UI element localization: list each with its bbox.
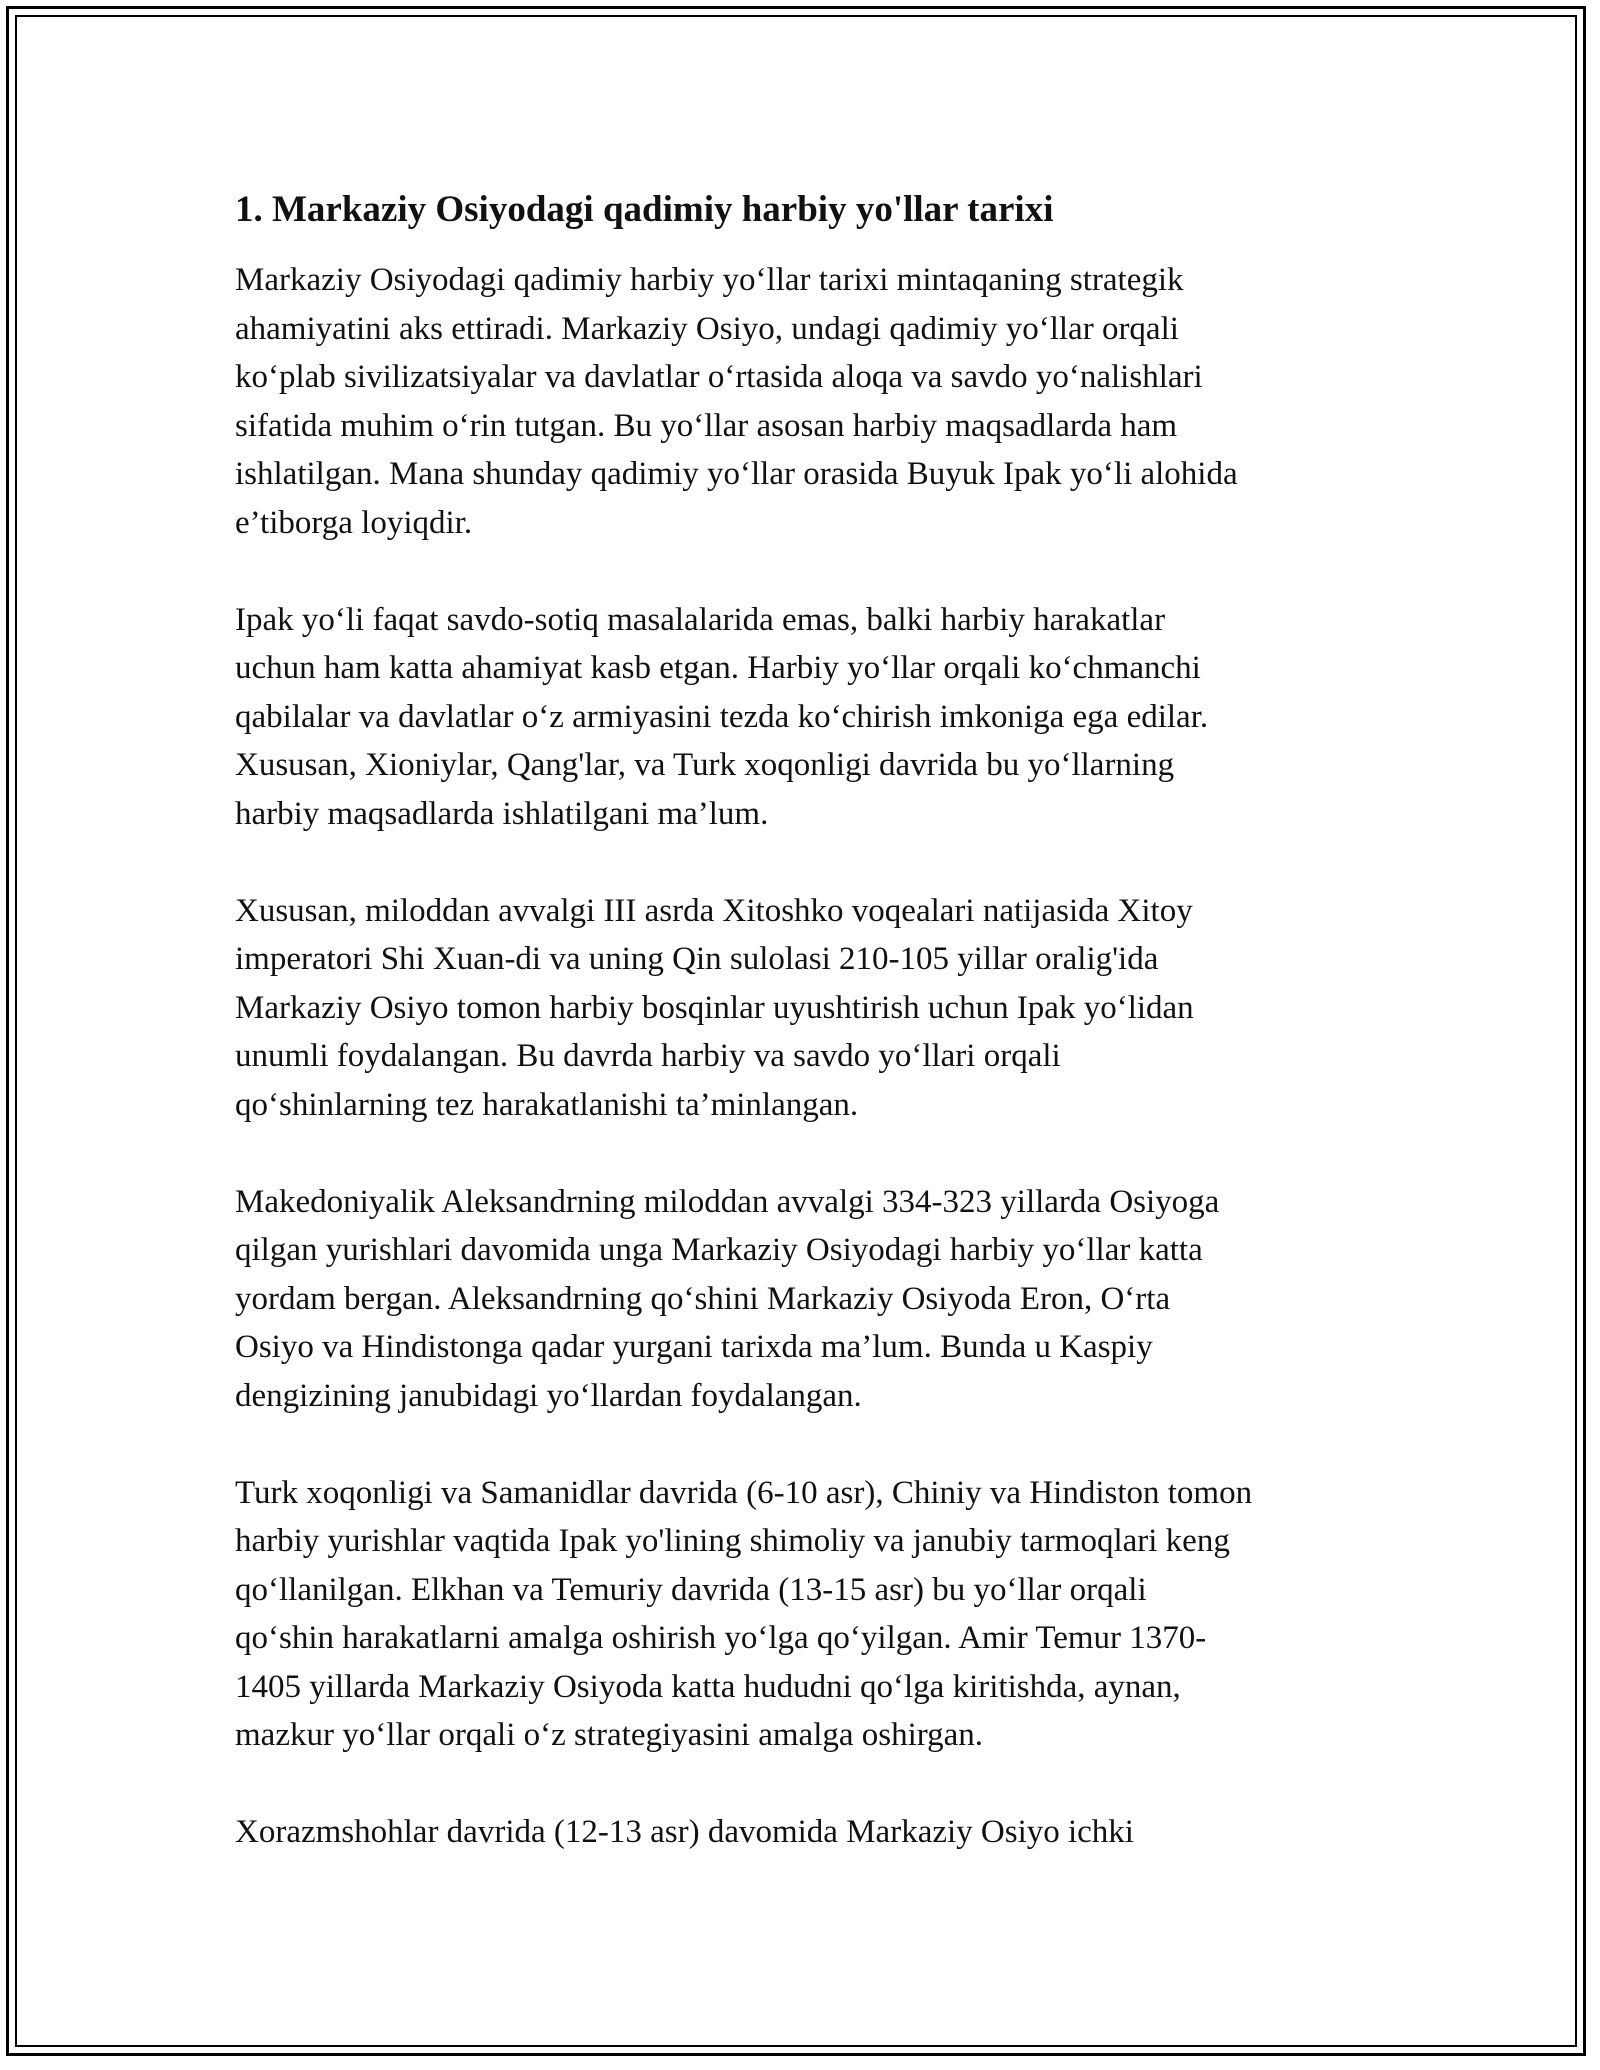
paragraph [235,887,1395,1130]
paragraph-line: qo‘shinlarning tez harakatlanishi ta’minlangan. [235,1086,859,1123]
paragraph [235,1808,1395,1857]
paragraph-line: Markaziy Osiyo tomon harbiy bosqinlar uyushtirish uchun Ipak yo‘lidan [235,989,1194,1026]
document-body [235,186,1395,1905]
paragraph-line: ko‘plab sivilizatsiyalar va davlatlar o‘rtasida aloqa va savdo yo‘nalishlari [235,359,1203,395]
paragraph-line: qilgan yurishlari davomida unga Markaziy Osiyodagi harbiy yo‘llar katta [235,1232,1203,1268]
paragraph-line: Xorazmshohlar davrida (12-13 asr) davomida Markaziy Osiyo ichki [235,1814,1134,1850]
paragraph-line: Makedoniyalik Aleksandrning miloddan avvalgi 334-323 yillarda Osiyoga [235,1183,1220,1220]
paragraph-line: 1405 yillarda Markaziy Osiyoda katta hududni qo‘lga kiritishda, aynan, [235,1668,1181,1705]
paragraph [235,256,1395,547]
paragraph-line: imperatori Shi Xuan-di va uning Qin sulolasi 210-105 yillar oralig'ida [235,941,1159,977]
paragraph [235,1469,1395,1760]
paragraph-line: e’tiborga loyiqdir. [235,504,473,541]
paragraph-line: dengizining janubidagi yo‘llardan foydalangan. [235,1377,862,1414]
paragraph-line: Turk xoqonligi va Samanidlar davrida (6-10 asr), Chiniy va Hindiston tomon [235,1474,1253,1511]
paragraph-line: qabilalar va davlatlar o‘z armiyasini tezda ko‘chirish imkoniga ega edilar. [235,698,1209,735]
paragraph-line: qo‘llanilgan. Elkhan va Temuriy davrida (13-15 asr) bu yo‘llar orqali [235,1571,1147,1608]
section-heading: 1. Markaziy Osiyodagi qadimiy harbiy yo'llar tarixi [235,189,1054,230]
paragraph-line: uchun ham katta ahamiyat kasb etgan. Harbiy yo‘llar orqali ko‘chmanchi [235,650,1201,686]
paragraph [235,1178,1395,1421]
paragraph-line: unumli foydalangan. Bu davrda harbiy va savdo yo‘llari orqali [235,1038,1061,1074]
paragraph-line: mazkur yo‘llar orqali o‘z strategiyasini amalga oshirgan. [235,1717,984,1753]
paragraph-line: Xususan, Xioniylar, Qang'lar, va Turk xoqonligi davrida bu yo‘llarning [235,747,1175,783]
paragraph-line: ishlatilgan. Mana shunday qadimiy yo‘llar orasida Buyuk Ipak yo‘li alohida [235,456,1238,492]
paragraph-line: harbiy yurishlar vaqtida Ipak yo'lining shimoliy va janubiy tarmoqlari keng [235,1523,1230,1559]
paragraph-line: Xususan, miloddan avvalgi III asrda Xitoshko voqealari natijasida Xitoy [235,892,1193,929]
paragraph-line: harbiy maqsadlarda ishlatilgani ma’lum. [235,795,769,832]
paragraph-line: Ipak yo‘li faqat savdo-sotiq masalalarida emas, balki harbiy harakatlar [235,601,1166,638]
paragraph-line: ahamiyatini aks ettiradi. Markaziy Osiyo, undagi qadimiy yo‘llar orqali [235,310,1179,347]
paragraph-line: yordam bergan. Aleksandrning qo‘shini Markaziy Osiyoda Eron, O‘rta [235,1280,1171,1317]
paragraph-line: Markaziy Osiyodagi qadimiy harbiy yo‘llar tarixi mintaqaning strategik [235,262,1184,298]
paragraph-line: Osiyo va Hindistonga qadar yurgani tarixda ma’lum. Bunda u Kaspiy [235,1329,1153,1365]
paragraphs-container [235,256,1395,1857]
paragraph [235,596,1395,839]
paragraph-line: qo‘shin harakatlarni amalga oshirish yo‘lga qo‘yilgan. Amir Temur 1370- [235,1620,1207,1656]
paragraph-line: sifatida muhim o‘rin tutgan. Bu yo‘llar asosan harbiy maqsadlarda ham [235,407,1178,444]
